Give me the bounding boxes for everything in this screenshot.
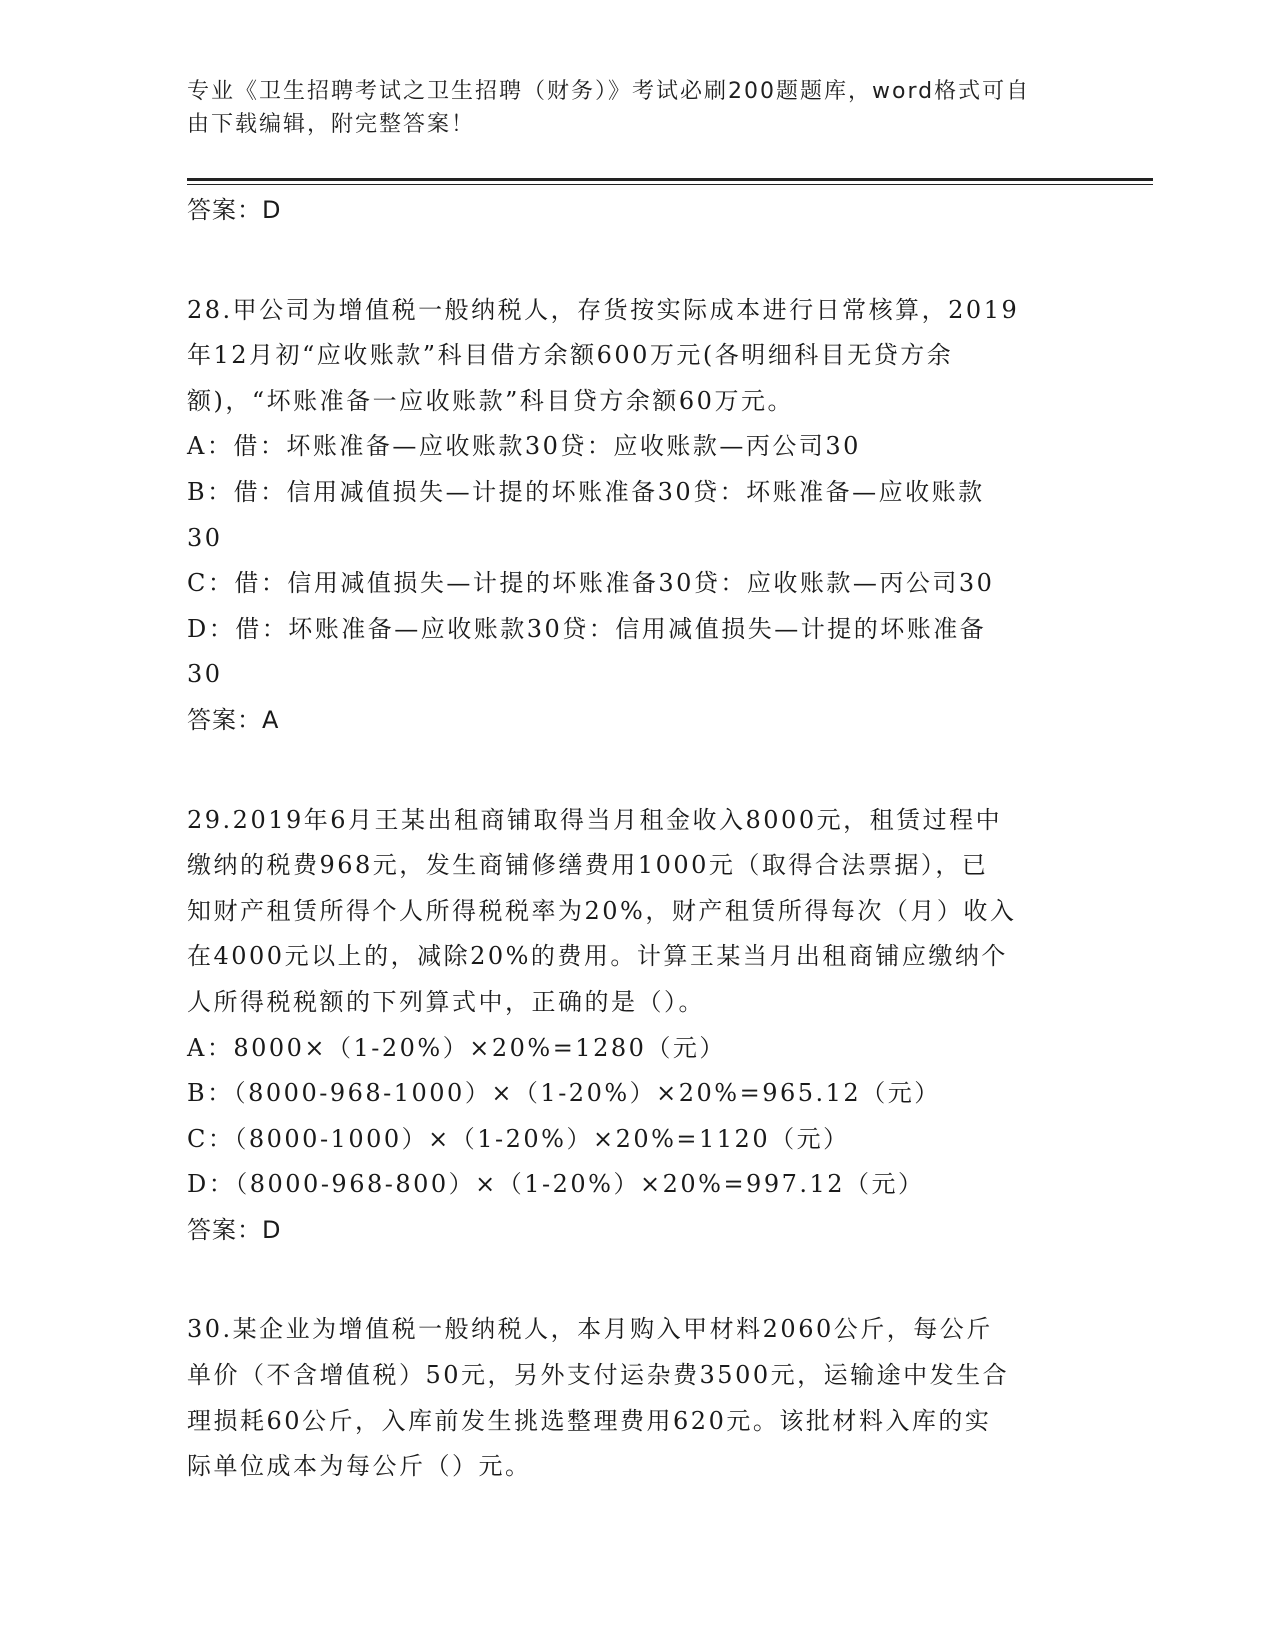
answer-line: 答案：D <box>187 1215 282 1244</box>
header-line: 由下载编辑，附完整答案！ <box>187 112 476 137</box>
question-text-line: 在4000元以上的，减除20%的费用。计算王某当月出租商铺应缴纳个 <box>187 942 1008 971</box>
option-a: A：借：坏账准备—应收账款30贷：应收账款—丙公司30 <box>187 432 861 461</box>
question-text-line: 30.某企业为增值税一般纳税人，本月购入甲材料2060公斤，每公斤 <box>187 1315 993 1344</box>
header-divider <box>187 178 1153 181</box>
header-line: 专业《卫生招聘考试之卫生招聘（财务）》考试必刷200题题库，word格式可自 <box>187 79 1031 104</box>
question-text-line: 单价（不含增值税）50元，另外支付运杂费3500元，运输途中发生合 <box>187 1361 1010 1390</box>
answer-line: 答案：A <box>187 705 280 734</box>
question-text-line: 理损耗60公斤，入库前发生挑选整理费用620元。该批材料入库的实 <box>187 1406 992 1435</box>
answer-line: 答案：D <box>187 196 282 224</box>
option-d: D：借：坏账准备—应收账款30贷：信用减值损失—计提的坏账准备 <box>187 614 987 643</box>
question-29 <box>187 798 1087 1254</box>
question-text-line: 29.2019年6月王某出租商铺取得当月租金收入8000元，租赁过程中 <box>187 805 1003 834</box>
option-d: D：（8000-968-800）×（1-20%）×20%=997.12（元） <box>187 1170 925 1199</box>
question-text-line: 28.甲公司为增值税一般纳税人，存货按实际成本进行日常核算，2019 <box>187 295 1020 324</box>
document-header <box>187 75 1067 141</box>
option-b: B：借：信用减值损失—计提的坏账准备30贷：坏账准备—应收账款 <box>187 477 985 506</box>
question-text-line: 年12月初“应收账款”科目借方余额600万元(各明细科目无贷方余 <box>187 341 954 370</box>
option-b: B：（8000-968-1000）×（1-20%）×20%=965.12（元） <box>187 1079 941 1108</box>
option-d-continued: 30 <box>187 660 223 689</box>
header-divider-thin <box>187 184 1153 185</box>
question-28 <box>187 288 1087 744</box>
question-text-line: 额)，“坏账准备一应收账款”科目贷方余额60万元。 <box>187 386 794 415</box>
option-a: A：8000×（1-20%）×20%=1280（元） <box>187 1033 726 1062</box>
question-text-line: 人所得税税额的下列算式中，正确的是（）。 <box>187 987 705 1016</box>
question-text-line: 际单位成本为每公斤（）元。 <box>187 1452 532 1481</box>
option-b-continued: 30 <box>187 523 223 552</box>
option-c: C：借：信用减值损失—计提的坏账准备30贷：应收账款—丙公司30 <box>187 569 995 598</box>
question-text-line: 知财产租赁所得个人所得税税率为20%，财产租赁所得每次（月）收入 <box>187 896 1017 925</box>
question-text-line: 缴纳的税费968元，发生商铺修缮费用1000元（取得合法票据），已 <box>187 851 989 880</box>
question-30 <box>187 1307 1087 1489</box>
document-body <box>187 188 1087 1490</box>
option-c: C：（8000-1000）×（1-20%）×20%=1120（元） <box>187 1124 850 1153</box>
